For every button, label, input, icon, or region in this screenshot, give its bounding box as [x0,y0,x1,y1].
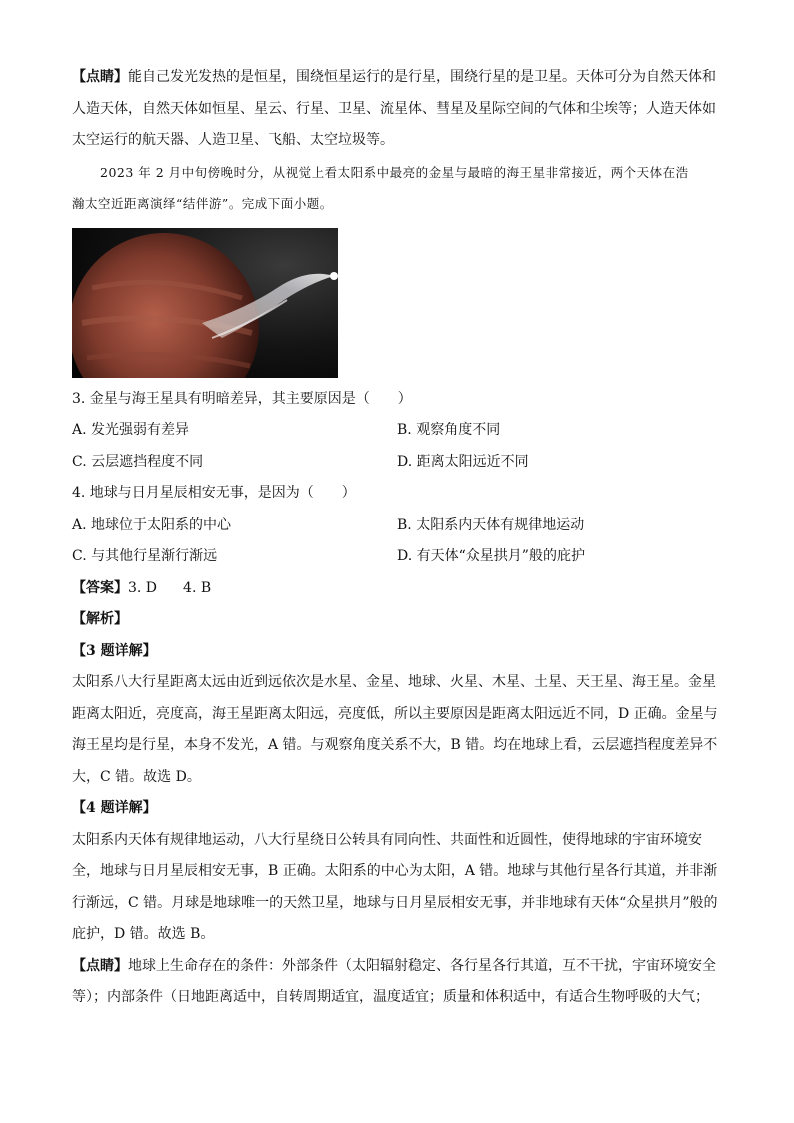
question-4-option-a: A. 地球位于太阳系的中心 [72,516,232,533]
document-page [72,62,722,1014]
question-3-option-a: A. 发光强弱有差异 [72,422,190,438]
question-4-stem: 4. 地球与日月星辰相安无事，是因为（ ） [72,485,356,501]
answer-3: 3. D [128,579,158,596]
detail-3-line-4: 大，C 错。故选 D。 [72,768,201,785]
detail-4-line-3: 行渐远，C 错。月球是地球唯一的天然卫星，地球与日月星辰相安无事，并非地球有天体“众星拱月”般的 [72,894,718,911]
analysis-tag: 【解析】 [72,611,128,627]
dianjing-tag: 【点睛】 [72,69,128,85]
dianjing-line-1: 【点睛】能自己发光发热的是恒星，围绕恒星运行的是行星，围绕行星的是卫星。天体可分为自然天体和 [72,69,716,85]
question-3-options-row-1 [72,415,722,447]
intro-line-2: 瀚太空近距离演绎“结伴游”。完成下面小题。 [72,196,333,211]
answer-4: 4. B [183,579,212,596]
question-3-option-c: C. 云层遮挡程度不同 [72,453,204,470]
dianjing-line-2: 人造天体，自然天体如恒星、星云、行星、卫星、流星体、彗星及星际空间的气体和尘埃等；人造天体如 [72,100,716,117]
detail-3-line-1: 太阳系八大行星距离太远由近到远依次是水星、金星、地球、火星、木星、土星、天王星、海王星。金星 [72,674,716,690]
detail-4-line-1: 太阳系内天体有规律地运动，八大行星绕日公转具有同向性、共面性和近圆性，使得地球的宇宙环境安 [72,831,702,848]
detail-4-title: 【4 题详解】 [72,800,157,816]
answer-line [72,573,722,605]
question-3-options-row-2 [72,447,722,479]
intro-line-1: 2023 年 2 月中旬傍晚时分，从视觉上看太阳系中最亮的金星与最暗的海王星非常接近，两个天体在浩 [100,164,689,180]
question-4-option-d: D. 有天体“众星拱月”般的庇护 [397,548,585,564]
question-3-option-d: D. 距离太阳远近不同 [397,453,529,470]
dianjing2-line-1: 【点睛】地球上生命存在的条件：外部条件（太阳辐射稳定、各行星各行其道，互不干扰，宇宙环境安全 [72,957,716,974]
answer-tag: 【答案】 [72,579,128,596]
question-4-option-c: C. 与其他行星渐行渐远 [72,548,218,564]
detail-4-line-2: 全，地球与日月星辰相安无事，B 正确。太阳系的中心为太阳，A 错。地球与其他行星各行其道，并非渐 [72,863,718,879]
planet-illustration [72,228,338,378]
question-4-options-row-2 [72,541,722,573]
question-3-stem: 3. 金星与海王星具有明暗差异，其主要原因是（ ） [72,390,412,407]
dianjing-line-3: 太空运行的航天器、人造卫星、飞船、太空垃圾等。 [72,132,394,148]
dianjing2-line-2: 等）；内部条件（日地距离适中，自转周期适宜，温度适宜；质量和体积适中，有适合生物呼吸的大气； [72,989,709,1005]
detail-3-line-3: 海王星均是行星，本身不发光，A 错。与观察角度关系不大，B 错。均在地球上看，云层遮挡程度差异不 [72,737,718,753]
detail-3-title: 【3 题详解】 [72,642,157,659]
detail-3-line-2: 距离太阳近，亮度高，海王星距离太阳远，亮度低，所以主要原因是距离太阳远近不同，D 正确。金星与 [72,705,718,722]
dianjing2-tag: 【点睛】 [72,957,128,974]
question-3-option-b: B. 观察角度不同 [397,422,501,438]
question-4-options-row-1 [72,510,722,542]
question-4-option-b: B. 太阳系内天体有规律地运动 [397,516,585,533]
detail-4-line-4: 庇护，D 错。故选 B。 [72,926,215,942]
